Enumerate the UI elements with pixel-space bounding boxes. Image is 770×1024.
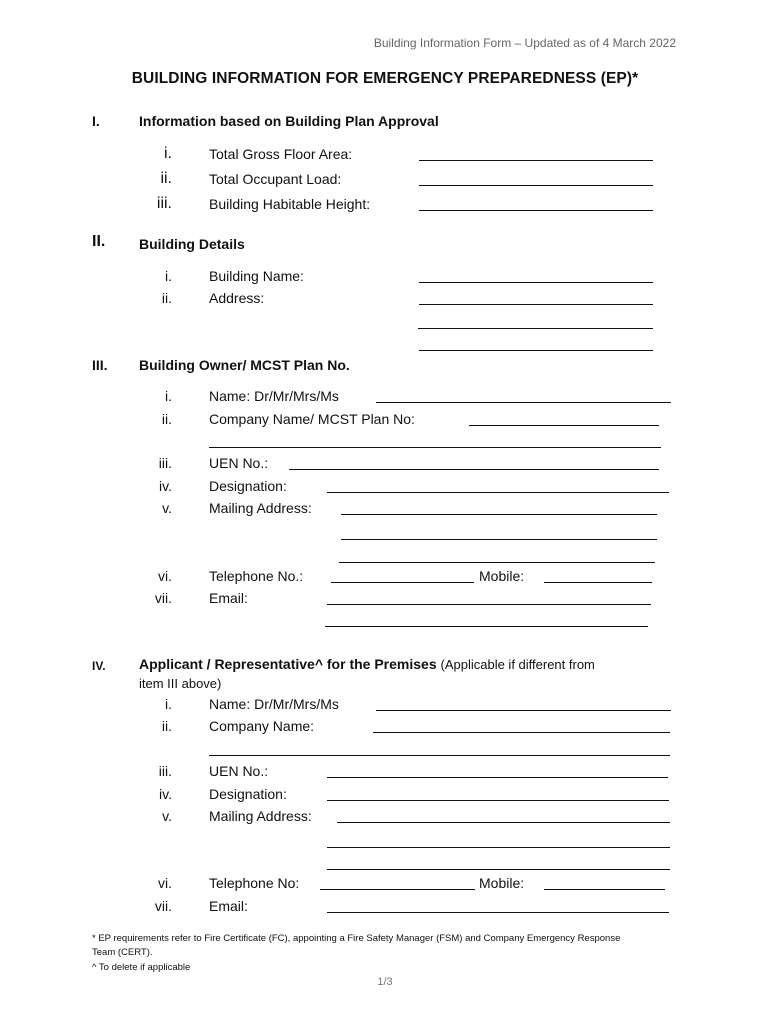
item-number: i. bbox=[165, 268, 172, 284]
owner-name-label: Name: Dr/Mr/Mrs/Ms bbox=[209, 388, 339, 404]
applicant-telephone-label: Telephone No: bbox=[209, 875, 300, 891]
applicant-mailing-address-field-1[interactable] bbox=[337, 822, 670, 823]
item-number: iv. bbox=[159, 786, 172, 802]
owner-uen-field[interactable] bbox=[289, 469, 659, 470]
section-1-number: I. bbox=[92, 113, 100, 129]
item-number: i. bbox=[165, 696, 172, 712]
applicant-mobile-field[interactable] bbox=[544, 889, 665, 890]
applicant-designation-label: Designation: bbox=[209, 786, 287, 802]
applicant-mailing-address-field-2[interactable] bbox=[327, 847, 670, 848]
occupant-load-field[interactable] bbox=[419, 185, 653, 186]
item-number: iii. bbox=[156, 195, 172, 212]
owner-name-field[interactable] bbox=[376, 402, 671, 403]
building-name-field[interactable] bbox=[419, 282, 653, 283]
occupant-load-label: Total Occupant Load: bbox=[209, 171, 342, 187]
section-4-title bbox=[139, 656, 595, 672]
item-number: i. bbox=[164, 145, 172, 162]
item-number: ii. bbox=[161, 718, 172, 734]
address-label: Address: bbox=[209, 290, 265, 306]
item-number: iii. bbox=[158, 763, 172, 779]
section-3-number: III. bbox=[92, 357, 108, 373]
address-field-line-3[interactable] bbox=[419, 350, 653, 351]
habitable-height-label: Building Habitable Height: bbox=[209, 196, 371, 212]
section-2-title: Building Details bbox=[139, 236, 245, 252]
item-number: vi. bbox=[158, 875, 172, 891]
applicant-mailing-address-field-3[interactable] bbox=[327, 869, 670, 870]
item-number: iii. bbox=[158, 455, 172, 471]
item-number: iv. bbox=[159, 478, 172, 494]
owner-email-field[interactable] bbox=[327, 604, 651, 605]
page-header: Building Information Form – Updated as of 4 March 2022 bbox=[373, 36, 676, 50]
item-number: vii. bbox=[154, 590, 172, 606]
building-name-label: Building Name: bbox=[209, 268, 304, 284]
applicant-mailing-address-label: Mailing Address: bbox=[209, 808, 312, 824]
applicant-company-field[interactable] bbox=[373, 732, 670, 733]
applicant-name-field[interactable] bbox=[376, 710, 671, 711]
page-number: 1/3 bbox=[377, 976, 393, 988]
applicant-uen-label: UEN No.: bbox=[209, 763, 269, 779]
form-title: BUILDING INFORMATION FOR EMERGENCY PREPAREDNESS (EP)* bbox=[131, 70, 639, 87]
gross-floor-area-field[interactable] bbox=[419, 160, 653, 161]
applicant-company-field-line-2[interactable] bbox=[209, 755, 670, 756]
owner-mobile-field[interactable] bbox=[544, 582, 652, 583]
applicant-name-label: Name: Dr/Mr/Mrs/Ms bbox=[209, 696, 339, 712]
company-mcst-label: Company Name/ MCST Plan No: bbox=[209, 411, 415, 427]
item-number: ii. bbox=[161, 411, 172, 427]
section-2-number: II. bbox=[92, 233, 106, 250]
section-4-note: (Applicable if different from bbox=[440, 657, 595, 672]
applicant-mobile-label: Mobile: bbox=[479, 875, 525, 891]
owner-mailing-address-field-2[interactable] bbox=[341, 539, 657, 540]
owner-designation-label: Designation: bbox=[209, 478, 287, 494]
owner-email-label: Email: bbox=[209, 590, 248, 606]
item-number: v. bbox=[162, 808, 172, 824]
owner-uen-label: UEN No.: bbox=[209, 455, 269, 471]
owner-email-field-line-2[interactable] bbox=[325, 626, 648, 627]
address-field-line-1[interactable] bbox=[419, 304, 653, 305]
gross-floor-area-label: Total Gross Floor Area: bbox=[209, 146, 353, 162]
footnote-ep: * EP requirements refer to Fire Certificate (FC), appointing a Fire Safety Manager (FSM) and Company Emergency Response bbox=[92, 933, 621, 944]
section-3-title: Building Owner/ MCST Plan No. bbox=[139, 357, 350, 373]
owner-designation-field[interactable] bbox=[327, 492, 669, 493]
owner-mailing-address-field-1[interactable] bbox=[341, 514, 657, 515]
owner-telephone-field[interactable] bbox=[331, 582, 474, 583]
applicant-email-label: Email: bbox=[209, 898, 248, 914]
owner-telephone-label: Telephone No.: bbox=[209, 568, 304, 584]
applicant-company-label: Company Name: bbox=[209, 718, 315, 734]
item-number: ii. bbox=[160, 170, 172, 187]
item-number: v. bbox=[162, 500, 172, 516]
item-number: i. bbox=[165, 388, 172, 404]
company-mcst-field-line-2[interactable] bbox=[209, 447, 661, 448]
address-field-line-2[interactable] bbox=[418, 328, 653, 329]
section-1-title: Information based on Building Plan Approval bbox=[139, 113, 439, 129]
applicant-email-field[interactable] bbox=[327, 912, 669, 913]
section-4-title-text: Applicant / Representative^ for the Premises bbox=[139, 656, 437, 672]
applicant-uen-field[interactable] bbox=[327, 777, 668, 778]
applicant-telephone-field[interactable] bbox=[320, 889, 475, 890]
footnote-delete: ^ To delete if applicable bbox=[92, 962, 191, 973]
section-4-number: IV. bbox=[92, 659, 106, 673]
owner-mobile-label: Mobile: bbox=[479, 568, 525, 584]
owner-mailing-address-field-3[interactable] bbox=[339, 562, 655, 563]
applicant-designation-field[interactable] bbox=[327, 800, 669, 801]
section-4-note-continued: item III above) bbox=[139, 676, 222, 691]
item-number: vi. bbox=[158, 568, 172, 584]
company-mcst-field[interactable] bbox=[469, 425, 659, 426]
habitable-height-field[interactable] bbox=[419, 210, 653, 211]
item-number: ii. bbox=[161, 290, 172, 306]
item-number: vii. bbox=[154, 898, 172, 914]
owner-mailing-address-label: Mailing Address: bbox=[209, 500, 312, 516]
footnote-ep-continued: Team (CERT). bbox=[92, 947, 153, 958]
